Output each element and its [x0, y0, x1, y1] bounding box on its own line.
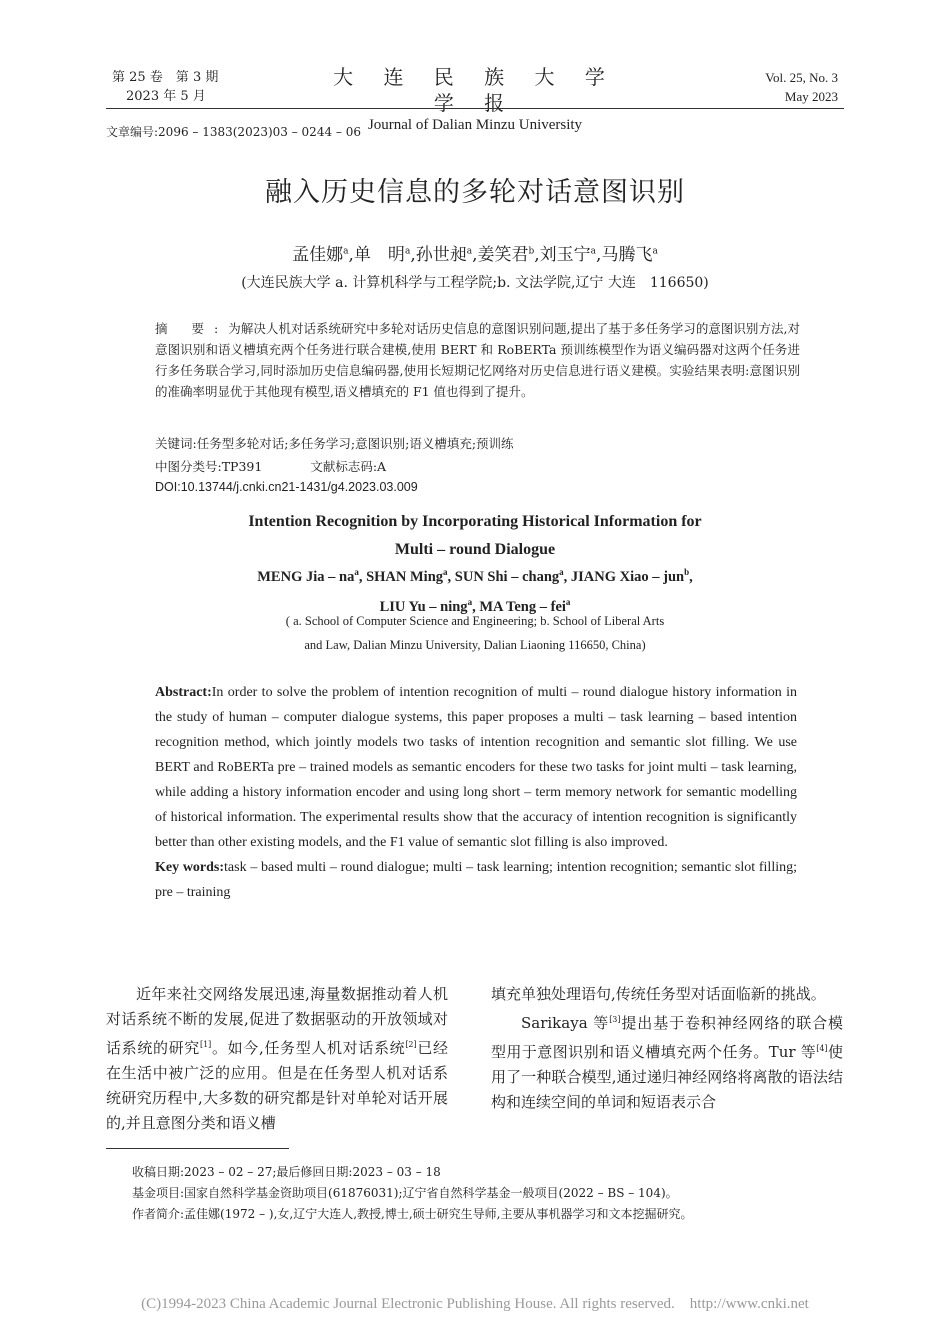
authors-cn: 孟佳娜$^a$,单 明$^a$,孙世昶$^a$,姜笑君$^b$,刘玉宁$^a$,马腾飞$^a$ [292, 245, 658, 265]
author-name: MA Teng – fei [479, 598, 566, 615]
body-paragraph: 填充单独处理语句,传统任务型对话面临新的挑战。 [491, 985, 826, 1003]
title-en-line1: Intention Recognition by Incorporating Historical Information for [248, 513, 702, 530]
author-name: 刘玉宁 [539, 245, 591, 265]
body-paragraph: Sarikaya 等[3]提出基于卷积神经网络的联合模型用于意图识别和语义槽填充两个任务。Tur 等[4]使用了一种联合模型,通过递归神经网络将离散的语法结构和连续空间的单词和短语表示合 [491, 1014, 843, 1111]
affiliation-en-line2: and Law, Dalian Minzu University, Dalian Liaoning 116650, China) [304, 638, 646, 652]
header-issue-en [765, 68, 838, 106]
header-date-cn: 2023 年 5 月 [126, 89, 206, 104]
abstract-cn [155, 318, 800, 402]
footnotes [132, 1162, 832, 1225]
footnote-received: 收稿日期:2023 – 02 – 27;最后修回日期:2023 – 03 – 18 [132, 1165, 441, 1179]
title-cn: 融入历史信息的多轮对话意图识别 [265, 177, 685, 208]
author-name: SHAN Ming [366, 568, 444, 585]
citation-ref[interactable]: [4] [816, 1044, 828, 1053]
citation-ref[interactable]: [3] [609, 1015, 621, 1024]
keywords-en-text: task – based multi – round dialogue; multi – task learning; intention recognition; semantic slot filling; pre – training [155, 860, 797, 900]
keywords-en-label: Key words: [155, 860, 225, 875]
header-divider [106, 108, 844, 109]
abstract-en [155, 680, 797, 905]
title-en [0, 508, 950, 564]
clc-number: 中图分类号:TP391 [155, 459, 263, 474]
body-column-right [491, 982, 843, 1115]
header-journal [325, 64, 625, 134]
keywords-cn: 关键词:任务型多轮对话;多任务学习;意图识别;语义槽填充;预训练 [155, 436, 514, 451]
copyright-watermark: (C)1994-2023 China Academic Journal Electronic Publishing House. All rights reserved. http://www.cnki.net [141, 1296, 809, 1312]
author-name: LIU Yu – ning [379, 598, 468, 615]
abstract-en-label: Abstract: [155, 685, 212, 700]
footnote-author-bio: 作者简介:孟佳娜(1972 – ),女,辽宁大连人,教授,博士,硕士研究生导师,主要从事机器学习和文本挖掘研究。 [132, 1207, 693, 1221]
author-name: 姜笑君 [477, 245, 529, 265]
author-name: 马腾飞 [601, 245, 653, 265]
author-affiliation-mark: b [528, 246, 535, 257]
abstract-en-text: In order to solve the problem of intention recognition of multi – round dialogue history information in the study of human – computer dialogue systems, this paper proposes a multi – task learning – based intention recognition method, which jointly models two tasks of intention recognition and semantic slot filling. We use BERT and RoBERTa pre – trained models as semantic encoders for these two tasks for joint multi – task learning, while adding a history information encoder and using long short – term memory network for semantic modelling of historical information. The experimental results show that the accuracy of intention recognition is significantly better than other existing models, and the F1 value of semantic slot filling is also improved. [155, 685, 797, 850]
citation-ref[interactable]: [1] [199, 1040, 212, 1049]
affiliation-cn: (大连民族大学 a. 计算机科学与工程学院;b. 文法学院,辽宁 大连 116650) [241, 275, 709, 291]
abstract-cn-label: 摘 要: [155, 321, 229, 336]
header-date-en: May 2023 [784, 89, 838, 104]
author-affiliation-mark: a [466, 246, 473, 257]
document-code: 文献标志码:A [310, 459, 387, 474]
author-affiliation-mark: a [652, 246, 658, 257]
author-affiliation-mark: a [404, 246, 411, 257]
author-name: 孙世昶 [415, 245, 467, 265]
author-affiliation-mark: a [354, 567, 359, 577]
keywords-en-block [155, 855, 797, 905]
article-number: 文章编号:2096 – 1383(2023)03 – 0244 – 06 [106, 125, 361, 139]
authors-en-line2: LIU Yu – ning$^a$, MA Teng – fei$^a$ [379, 596, 571, 615]
header-volume-issue-cn: 第 25 卷 第 3 期 [112, 70, 219, 85]
journal-name-en: Journal of Dalian Minzu University [367, 117, 583, 133]
body-column-left [106, 982, 448, 1136]
doi: DOI:10.13744/j.cnki.cn21-1431/g4.2023.03.009 [155, 480, 418, 494]
authors-en-line1: MENG Jia – $na^a$, SHAN Ming$^a$, SUN Shi – chang$^a$, JIANG Xiao – jun$^b$, [257, 567, 693, 585]
affiliation-en-line1: ( a. School of Computer Science and Engineering; b. School of Liberal Arts [285, 614, 665, 628]
author-affiliation-mark: a [443, 567, 448, 577]
body-paragraph: 近年来社交网络发展迅速,海量数据推动着人机对话系统不断的发展,促进了数据驱动的开放领域对话系统的研究[1]。如今,任务型人机对话系统[2]已经在生活中被广泛的应用。但是在任务型人机对话系统研究历程中,大多数的研究都是针对单轮对话开展的,并且意图分类和语义槽 [106, 985, 448, 1132]
title-en-line2: Multi – round Dialogue [394, 541, 556, 558]
author-affiliation-mark: a [467, 596, 473, 607]
author-name: JIANG Xiao – jun [570, 568, 685, 585]
journal-name-cn: 大 连 民 族 大 学 学 报 [333, 65, 617, 115]
citation-ref[interactable]: [2] [405, 1040, 417, 1049]
affiliation-en [0, 609, 950, 657]
author-affiliation-mark: b [684, 567, 690, 577]
abstract-cn-text: 为解决人机对话系统研究中多轮对话历史信息的意图识别问题,提出了基于多任务学习的意图识别方法,对意图识别和语义槽填充两个任务进行联合建模,使用 BERT 和 RoBERTa 预训练模型作为语义编码器对这两个任务进行多任务联合学习,同时添加历史信息编码器,使用长短期记忆网络对历史信息进行语义建模。实验结果表明:意图识别的准确率明显优于其他现有模型,语义槽填充的 F1 值也得到了提升。 [155, 321, 801, 399]
author-affiliation-mark: a [343, 246, 349, 257]
footnote-fund: 基金项目:国家自然科学基金资助项目(61876031);辽宁省自然科学基金一般项目(2022 – BS – 104)。 [132, 1186, 678, 1200]
author-affiliation-mark: a [565, 596, 571, 607]
author-affiliation-mark: a [559, 567, 564, 577]
author-affiliation-mark: a [590, 246, 597, 257]
header-volume-issue-en: Vol. 25, No. 3 [765, 70, 838, 85]
classification-line [155, 457, 386, 475]
author-name: MENG Jia – na [257, 568, 355, 585]
author-name: 孟佳娜 [292, 245, 344, 265]
abstract-en-block [155, 680, 797, 855]
header-issue-cn [112, 68, 218, 106]
footnote-divider [106, 1148, 289, 1149]
author-name: SUN Shi – chang [454, 568, 560, 585]
author-name: 单 明 [353, 245, 405, 265]
